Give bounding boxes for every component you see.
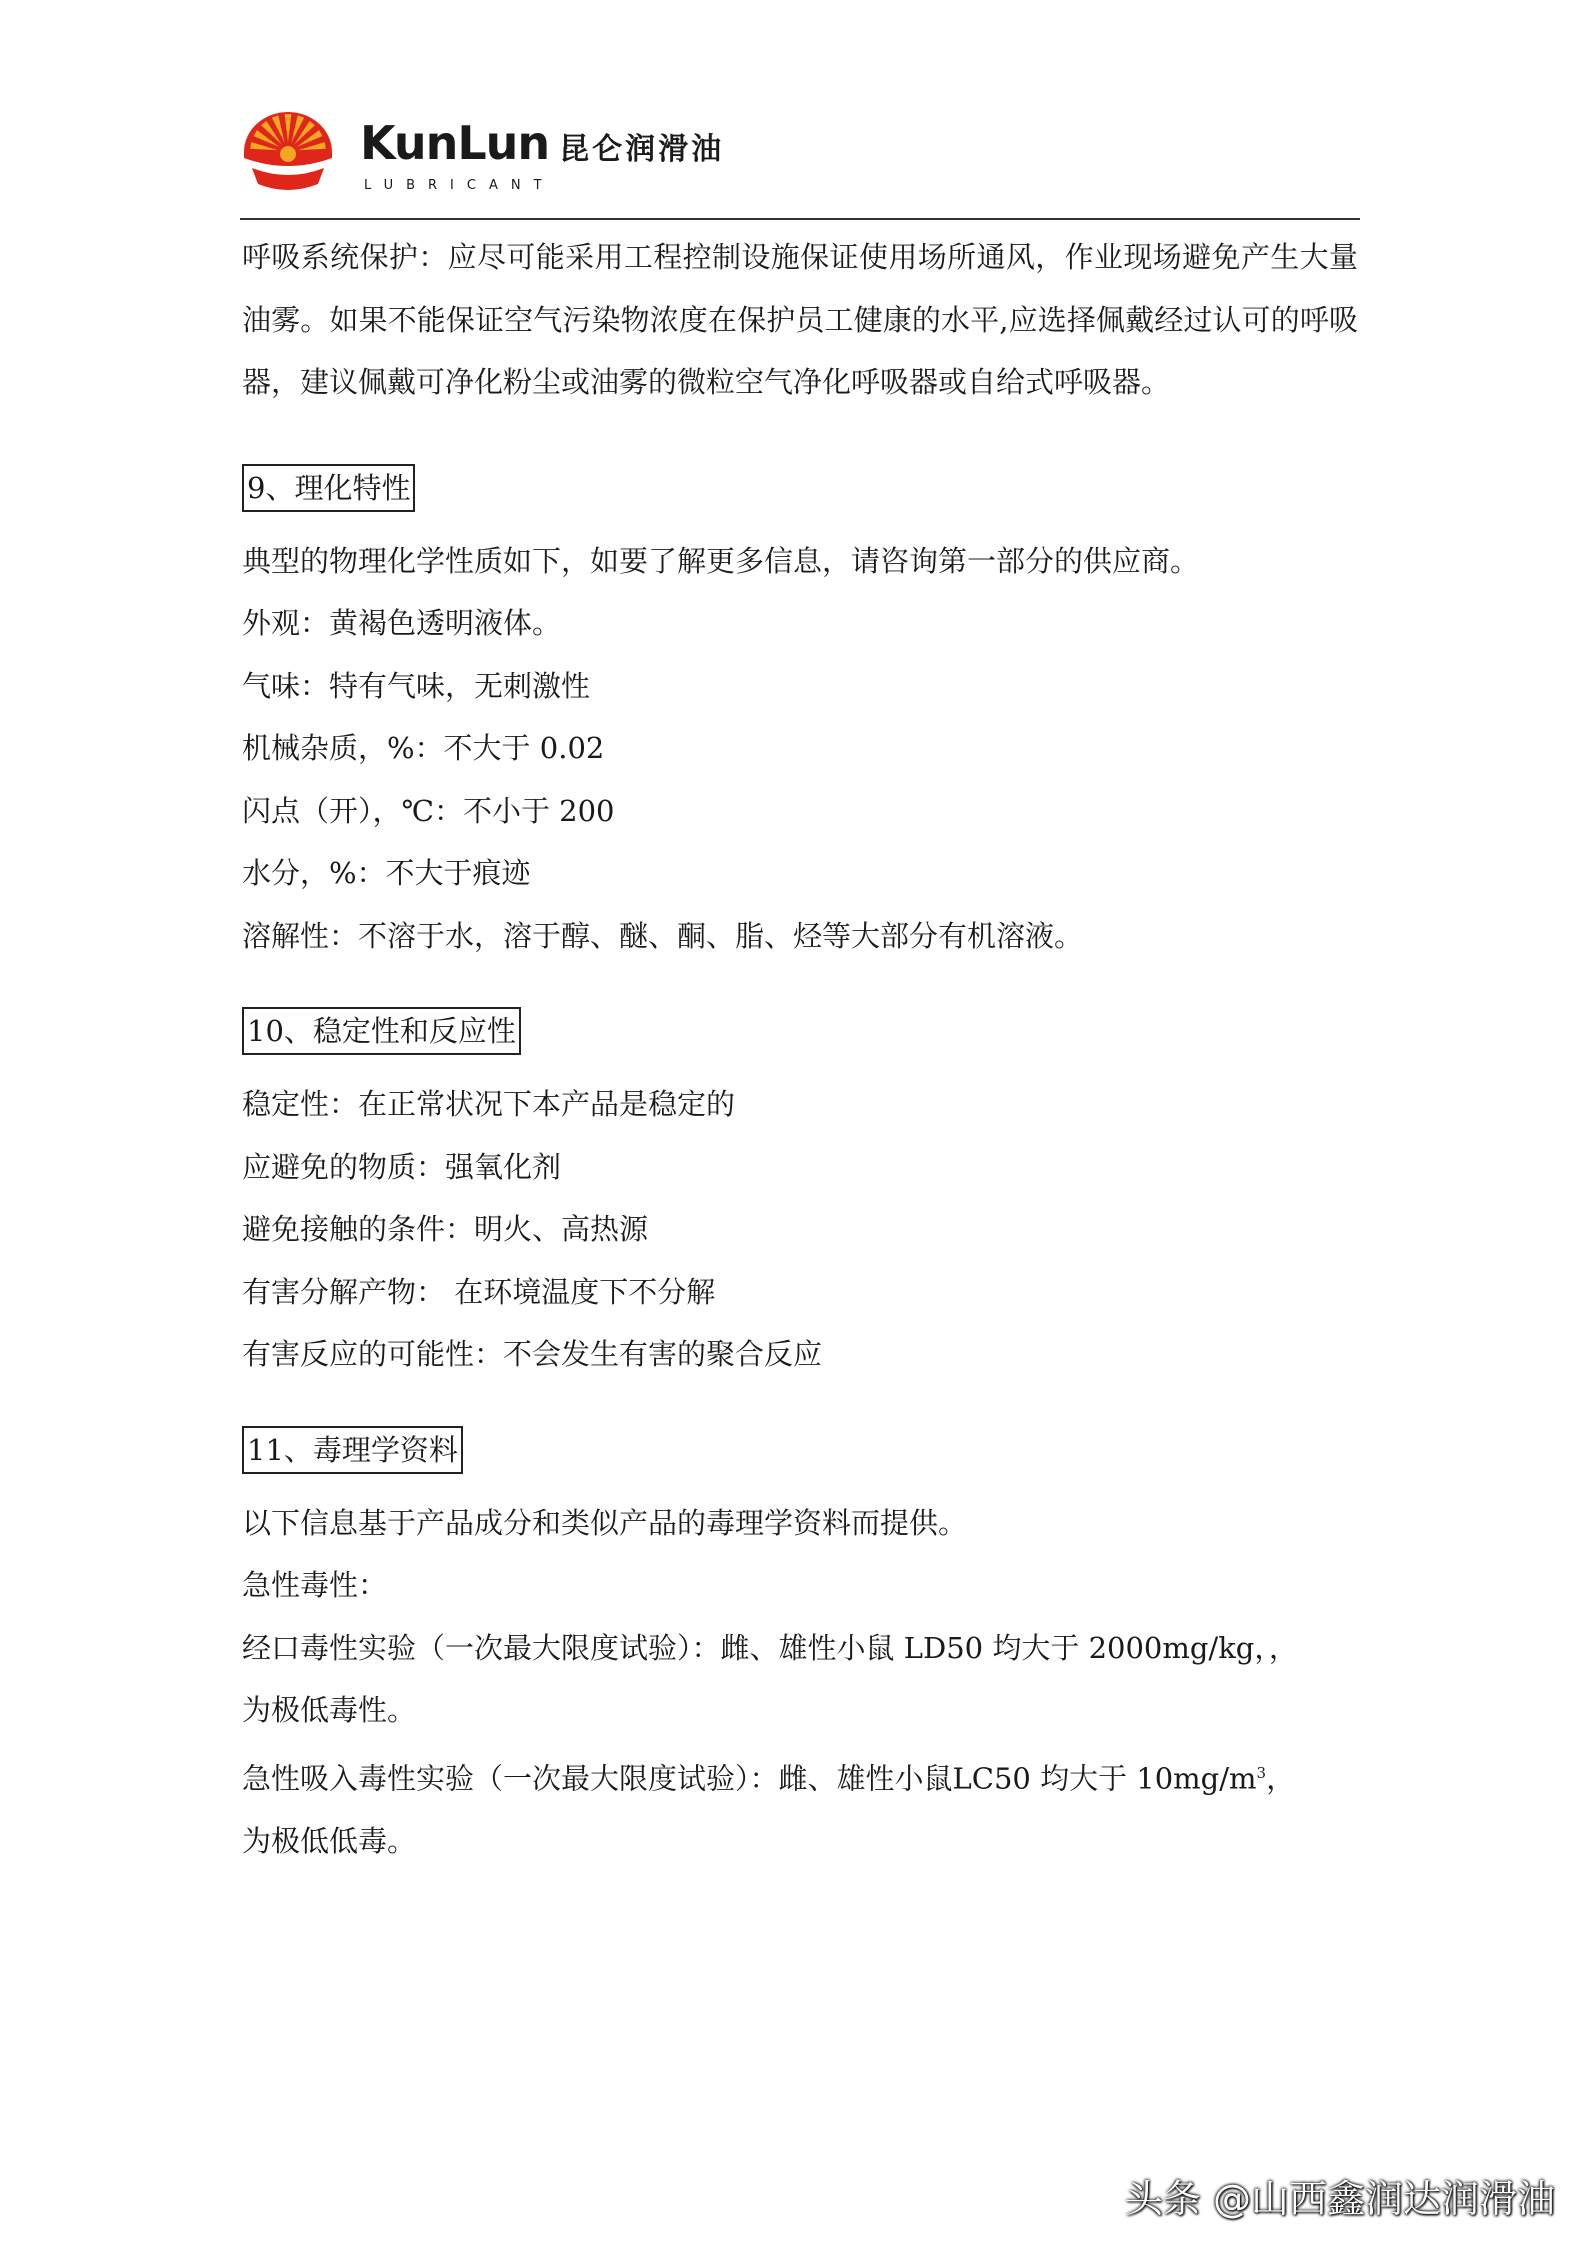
section-11-oral-line: 为极低毒性。 bbox=[242, 1693, 417, 1727]
brand-subtitle: LUBRICANT bbox=[364, 178, 555, 193]
brand-name: KunLun bbox=[360, 116, 550, 170]
kunlun-logo-icon bbox=[240, 108, 336, 192]
page-header bbox=[240, 108, 1360, 192]
document-body bbox=[242, 226, 1360, 1872]
section-9-line: 外观：黄褐色透明液体。 bbox=[242, 606, 562, 640]
section-9-line: 水分，%：不大于痕迹 bbox=[242, 856, 531, 890]
section-10-line: 稳定性：在正常状况下本产品是稳定的 bbox=[242, 1087, 736, 1121]
section-11-oral-line: 经口毒性实验（一次最大限度试验）：雌、雄性小鼠 LD50 均大于 2000mg/kg，， bbox=[242, 1630, 1298, 1665]
section-10-line: 有害分解产物： 在环境温度下不分解 bbox=[242, 1274, 716, 1309]
section-9-line: 气味：特有气味，无刺激性 bbox=[242, 668, 591, 703]
section-10-line: 避免接触的条件：明火、高热源 bbox=[242, 1212, 649, 1246]
watermark: 头条 @山西鑫润达润滑油 bbox=[1124, 2177, 1555, 2221]
header-rule bbox=[240, 218, 1360, 220]
section-9-line: 溶解性：不溶于水，溶于醇、醚、酮、脂、烃等大部分有机溶液。 bbox=[242, 918, 1084, 953]
section-10-line: 有害反应的可能性：不会发生有害的聚合反应 bbox=[242, 1337, 823, 1371]
section-9-line: 机械杂质，%：不大于 0.02 bbox=[242, 731, 605, 765]
respiratory-protection-paragraph: 呼吸系统保护：应尽可能采用工程控制设施保证使用场所通风，作业现场避免产生大量油雾。如果不能保证空气污染物浓度在保护员工健康的水平,应选择佩戴经过认可的呼吸器，建议佩戴可净化粉尘或油雾的微粒空气净化呼吸器或自给式呼吸器。 bbox=[242, 240, 1358, 399]
section-11-acute-label: 急性毒性： bbox=[242, 1568, 388, 1602]
section-11-heading: 11、毒理学资料 bbox=[242, 1426, 463, 1474]
section-9-line: 闪点（开），℃：不小于 200 bbox=[242, 793, 615, 828]
inhalation-text: 急性吸入毒性实验（一次最大限度试验）：雌、雄性小鼠LC50 均大于 10mg/m bbox=[242, 1761, 1257, 1796]
section-10-heading: 10、稳定性和反应性 bbox=[242, 1007, 521, 1055]
brand-cn: 昆仑润滑油 bbox=[559, 132, 725, 167]
inhalation-comma: ， bbox=[1266, 1761, 1296, 1796]
section-9-line: 典型的物理化学性质如下，如要了解更多信息，请咨询第一部分的供应商。 bbox=[242, 543, 1200, 578]
cubic-superscript: 3 bbox=[1256, 1763, 1267, 1782]
brand-block bbox=[360, 116, 725, 193]
section-9-heading: 9、理化特性 bbox=[242, 464, 415, 512]
section-11-inhalation-line bbox=[242, 1742, 1360, 1810]
section-10-line: 应避免的物质：强氧化剂 bbox=[242, 1149, 562, 1184]
section-11-intro: 以下信息基于产品成分和类似产品的毒理学资料而提供。 bbox=[242, 1505, 968, 1540]
section-11-inhalation-line: 为极低低毒。 bbox=[242, 1823, 417, 1858]
